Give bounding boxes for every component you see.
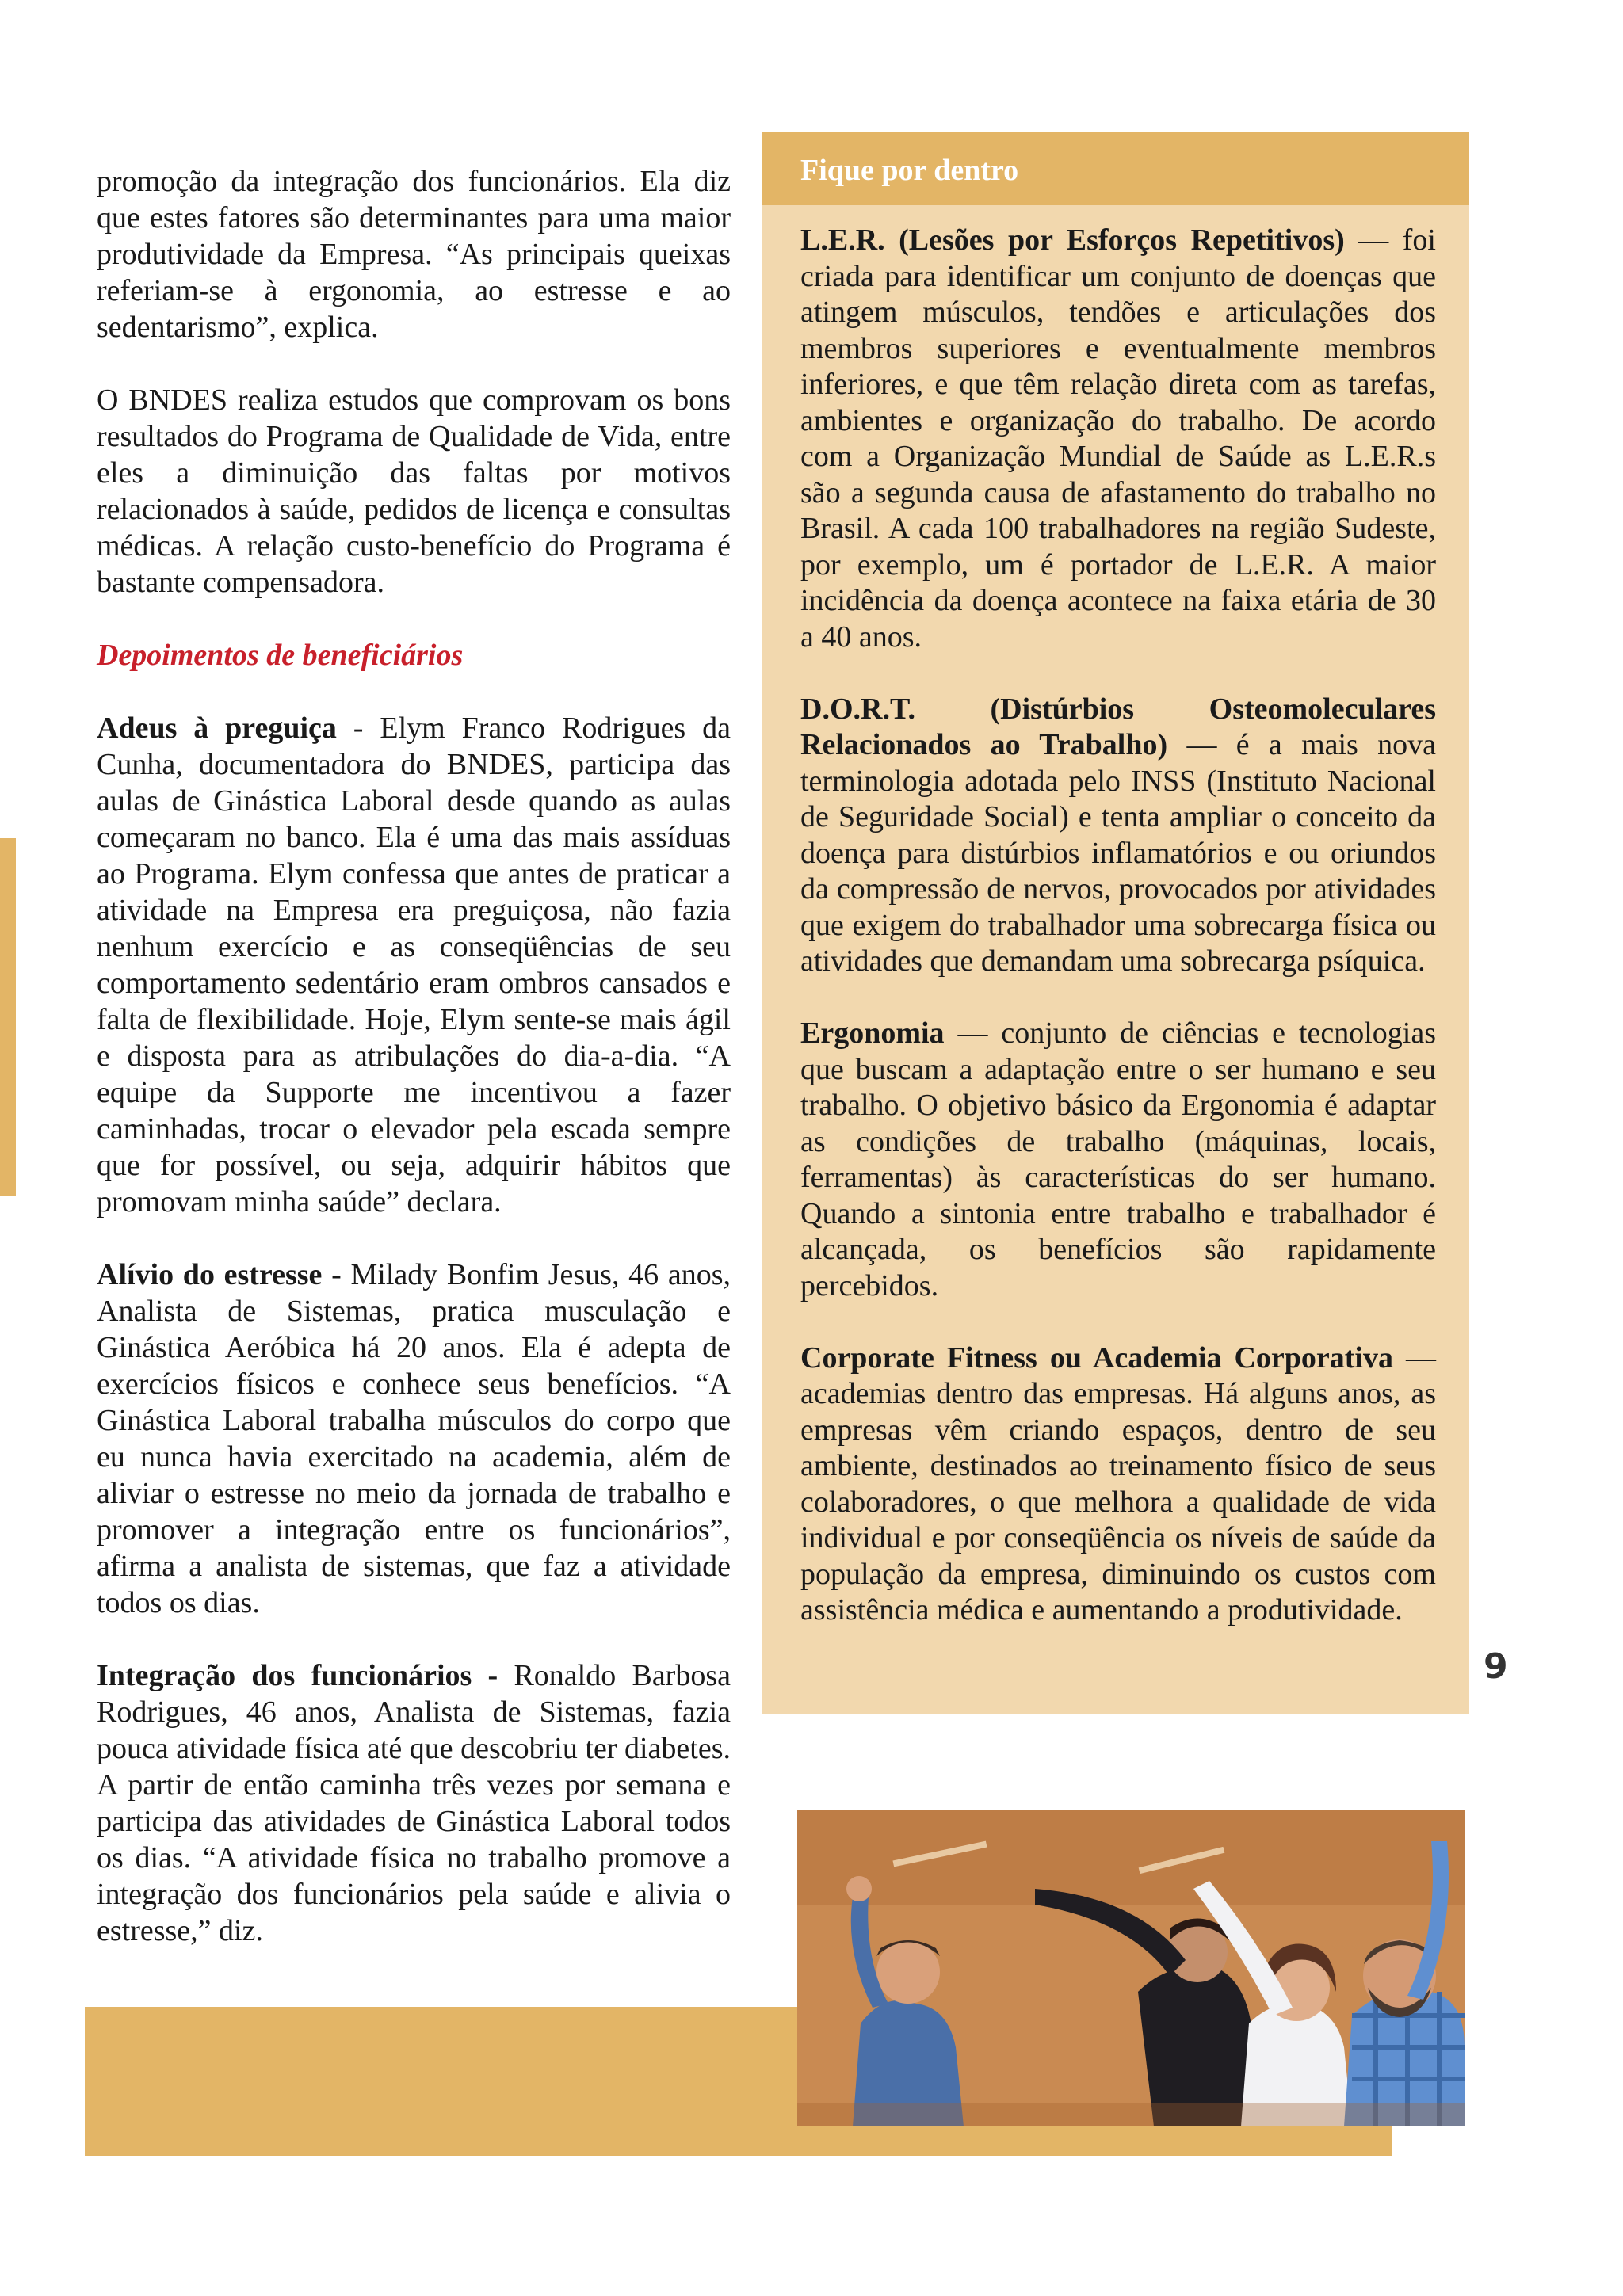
- testimonial-preguica: [97, 710, 731, 1220]
- testimonial-text: Ronaldo Barbosa Rodrigues, 46 anos, Analista de Sistemas, fazia pouca atividade física até que descobriu ter diabetes. A partir de então caminha três vezes por semana e participa das atividades de Ginástica Laboral todos os dias. “A atividade física no trabalho promove a integração dos funcionários pela saúde e alivia o estresse,” diz.: [97, 1659, 731, 1947]
- definition-text: — conjunto de ciências e tecnologias que buscam a adaptação entre o ser humano e seu trabalho. O objetivo básico da Ergonomia é adaptar as condições de trabalho (máquinas, locais, ferramentas) às características do ser humano. Quando a sintonia entre trabalho e trabalhador é alcançada, os benefícios são rapidamente percebidos.: [800, 1016, 1436, 1302]
- testimonial-text: - Milady Bonfim Jesus, 46 anos, Analista de Sistemas, pratica musculação e Ginástica Aeróbica há 20 anos. Ela é adepta de exercícios físicos e conhece seus benefícios. “A Ginástica Laboral trabalha músculos do corpo que eu nunca havia exercitado na academia, além de aliviar o estresse no meio da jornada de trabalho e promover a integração entre os funcionários”, afirma a analista de sistemas, que faz a atividade todos os dias.: [97, 1258, 731, 1619]
- sidebar-body: [762, 205, 1469, 1629]
- definition-ler: [800, 223, 1436, 655]
- sidebar-title: Fique por dentro: [762, 132, 1469, 205]
- main-text-column: [97, 163, 731, 1985]
- side-accent-strip: [0, 838, 16, 1196]
- testimonial-title: Alívio do estresse: [97, 1258, 323, 1291]
- definition-text: — é a mais nova terminologia adotada pelo INSS (Instituto Nacional de Seguridade Social) e tenta ampliar o conceito da doença para distúrbios inflamatórios e ou oriundos da compressão de nervos, provocados por atividades que exigem do trabalhador uma sobrecarga física ou atividades que demandam uma sobrecarga psíquica.: [800, 728, 1437, 978]
- exercise-photo-illustration: [797, 1810, 1465, 2126]
- page-number: 9: [1484, 1646, 1508, 1687]
- definition-ergonomia: [800, 1016, 1436, 1304]
- definition-text: — foi criada para identificar um conjunto de doenças que atingem músculos, tendões e articulações dos membros superiores e eventualmente membros inferiores, e que têm relação direta com as tarefas, ambientes e organização do trabalho. De acordo com a Organização Mundial de Saúde as L.E.R.s são a segunda causa de afastamento do trabalho no Brasil. A cada 100 trabalhadores na região Sudeste, por exemplo, um é portador de L.E.R. A maior incidência da doença acontece na faixa etária de 30 a 40 anos.: [800, 223, 1436, 654]
- definition-title: D.O.R.T. (Distúrbios Osteomoleculares Relacionados ao Trabalho): [800, 692, 1436, 761]
- definition-dort: [800, 692, 1436, 980]
- testimonial-title: Adeus à preguiça: [97, 711, 337, 745]
- definition-title: Ergonomia: [800, 1016, 945, 1050]
- exercise-photo: [797, 1810, 1465, 2126]
- paragraph-integration: promoção da integração dos funcionários. Ela diz que estes fatores são determinantes para uma maior produtividade da Empresa. “As principais queixas referiam-se à ergonomia, ao estresse e ao sedentarismo”, explica.: [97, 165, 731, 344]
- testimonial-title: Integração dos funcionários -: [97, 1659, 498, 1692]
- definition-title: L.E.R. (Lesões por Esforços Repetitivos): [800, 223, 1345, 257]
- info-sidebar: [762, 132, 1469, 1714]
- paragraph-bndes-studies: O BNDES realiza estudos que comprovam os bons resultados do Programa de Qualidade de Vida, entre eles a diminuição das faltas por motivos relacionados à saúde, pedidos de licença e consultas médicas. A relação custo-benefício do Programa é bastante compensadora.: [97, 383, 731, 599]
- testimonial-estresse: [97, 1257, 731, 1621]
- testimonial-integracao: [97, 1657, 731, 1949]
- definition-title: Corporate Fitness ou Academia Corporativa: [800, 1341, 1393, 1375]
- definition-text: — academias dentro das empresas. Há alguns anos, as empresas vêm criando espaços, dentro de seu ambiente, destinados ao treinamento físico de seus colaboradores, o que melhora a qualidade de vida individual e por conseqüência os níveis de saúde da população da empresa, diminuindo os custos com assistência médica e aumentando a produtividade.: [800, 1341, 1436, 1627]
- testimonial-text: - Elym Franco Rodrigues da Cunha, documentadora do BNDES, participa das aulas de Ginástica Laboral desde quando as aulas começaram no banco. Ela é uma das mais assíduas ao Programa. Elym confessa que antes de praticar a atividade na Empresa era preguiçosa, não fazia nenhum exercício e as conseqüências de seu comportamento sedentário eram ombros cansados e falta de flexibilidade. Hoje, Elym sente-se mais ágil e disposta para as atribulações do dia-a-dia. “A equipe da Supporte me incentivou a fazer caminhadas, trocar o elevador pela escada sempre que for possível, ou seja, adquirir hábitos que promovam minha saúde” declara.: [97, 711, 731, 1219]
- definition-corporate-fitness: [800, 1341, 1436, 1629]
- testimonials-heading: Depoimentos de beneficiários: [97, 639, 464, 672]
